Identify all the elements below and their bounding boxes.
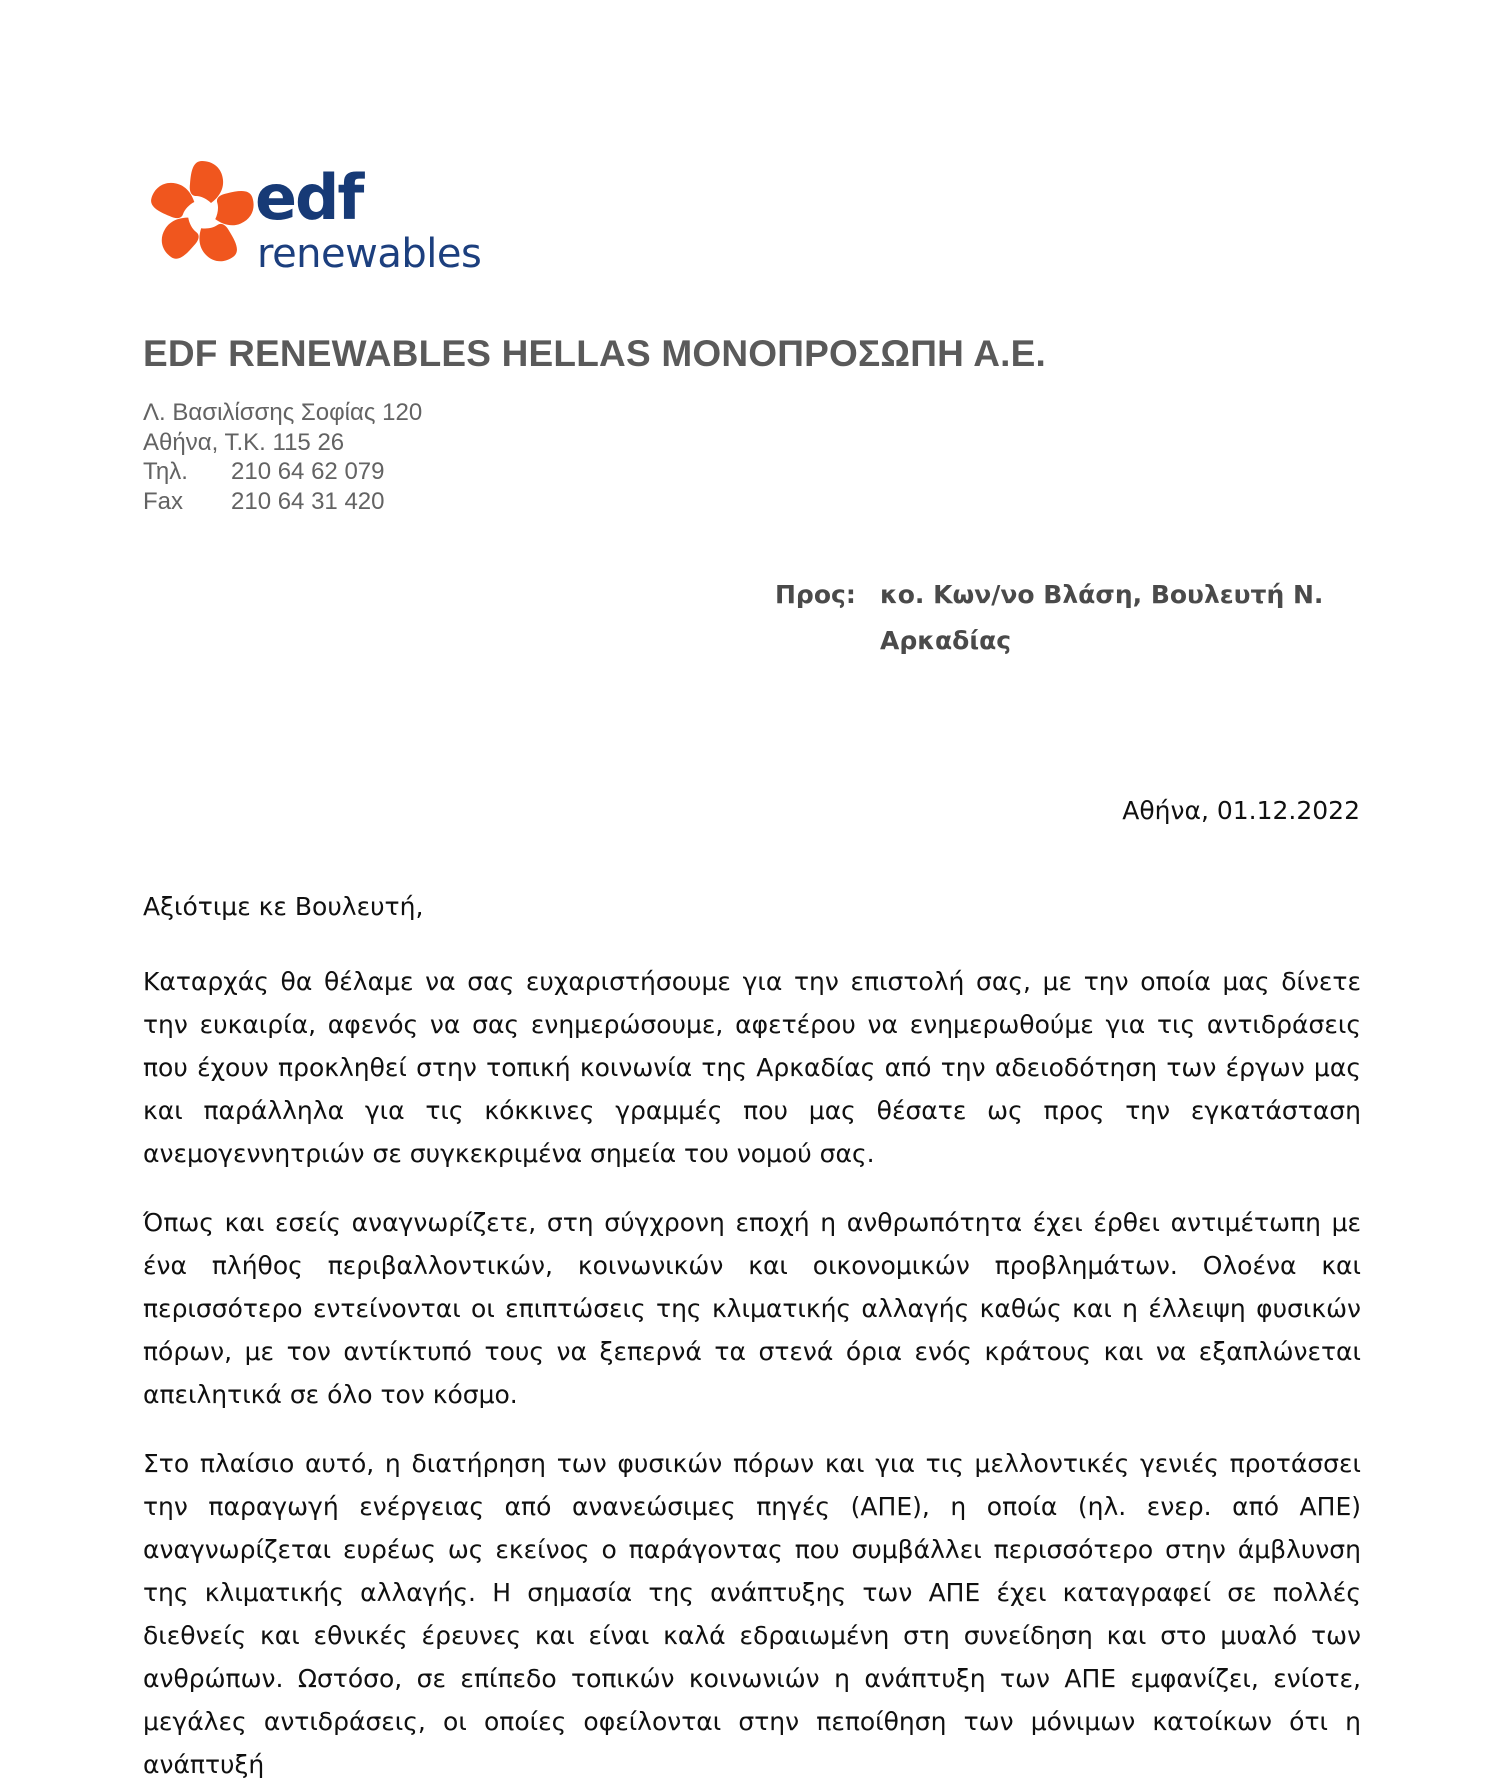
edf-renewables-logo	[143, 150, 483, 290]
edf-wordmark	[255, 161, 485, 277]
body-paragraph: Στο πλαίσιο αυτό, η διατήρηση των φυσικών πόρων και για τις μελλοντικές γενιές προτάσσει την παραγωγή ενέργειας από ανανεώσιμες πηγές (ΑΠΕ), η οποία (ηλ. ενερ. από ΑΠΕ) αναγνωρίζεται ευρέως ως εκείνος ο παράγοντας που συμβάλλει περισσότερο στην άμβλυνση της κλιματικής αλλαγής. Η σημασία της ανάπτυξης των ΑΠΕ έχει καταγραφεί σε πολλές διεθνείς και εθνικές έρευνες και είναι καλά εδραιωμένη στη συνείδηση και στο μυαλό των ανθρώπων. Ωστόσο, σε επίπεδο τοπικών κοινωνιών η ανάπτυξη των ΑΠΕ εμφανίζει, ενίοτε, μεγάλες αντιδράσεις, οι οποίες οφείλονται στην πεποίθηση των μόνιμων κατοίκων ότι η ανάπτυξή	[143, 1449, 1361, 1779]
edf-pinwheel-icon	[143, 155, 261, 273]
address-street: Λ. Βασιλίσσης Σοφίας 120	[143, 399, 423, 426]
address-street-row	[143, 398, 422, 428]
address-fax-row	[143, 487, 422, 517]
body-paragraph: Όπως και εσείς αναγνωρίζετε, στη σύγχρονη εποχή η ανθρωπότητα έχει έρθει αντιμέτωπη με ένα πλήθος περιβαλλοντικών, κοινωνικών και οικονομικών προβλημάτων. Ολοένα και περισσότερο εντείνονται οι επιπτώσεις της κλιματικής αλλαγής καθώς και η έλλειψη φυσικών πόρων, με τον αντίκτυπό τους να ξεπερνά τα στενά όρια ενός κράτους και να εξαπλώνεται απειλητικά σε όλο τον κόσμο.	[143, 1208, 1361, 1409]
address-city-row	[143, 428, 422, 458]
address-city-postal: Αθήνα, Τ.Κ. 115 26	[143, 428, 345, 456]
fax-value: 210 64 31 420	[231, 487, 385, 515]
letter-body	[143, 888, 1361, 1786]
phone-value: 210 64 62 079	[231, 458, 385, 485]
recipient-name: κο. Κων/νο Βλάση, Βουλευτή Ν. Αρκαδίας	[880, 580, 1324, 655]
edf-brand-text: edf	[255, 161, 363, 234]
salutation: Αξιότιμε κε Βουλευτή,	[143, 892, 424, 921]
company-name-heading: EDF RENEWABLES HELLAS ΜΟΝΟΠΡΟΣΩΠΗ Α.Ε.	[143, 333, 1046, 374]
letter-date: Αθήνα, 01.12.2022	[1122, 796, 1360, 825]
phone-label: Τηλ.	[143, 458, 188, 485]
fax-label: Fax	[143, 487, 184, 515]
renewables-brand-text: renewables	[257, 231, 482, 277]
company-address-block	[143, 398, 422, 516]
recipient-label: Προς:	[775, 580, 856, 609]
address-phone-row	[143, 457, 422, 487]
recipient-block	[775, 572, 1335, 664]
body-paragraph: Καταρχάς θα θέλαμε να σας ευχαριστήσουμε για την επιστολή σας, με την οποία μας δίνετε την ευκαιρία, αφενός να σας ενημερώσουμε, αφετέρου να ενημερωθούμε για τις αντιδράσεις που έχουν προκληθεί στην τοπική κοινωνία της Αρκαδίας από την αδειοδότηση των έργων μας και παράλληλα για τις κόκκινες γραμμές που μας θέσατε ως προς την εγκατάσταση ανεμογεννητριών σε συγκεκριμένα σημεία του νομού σας.	[143, 967, 1361, 1168]
